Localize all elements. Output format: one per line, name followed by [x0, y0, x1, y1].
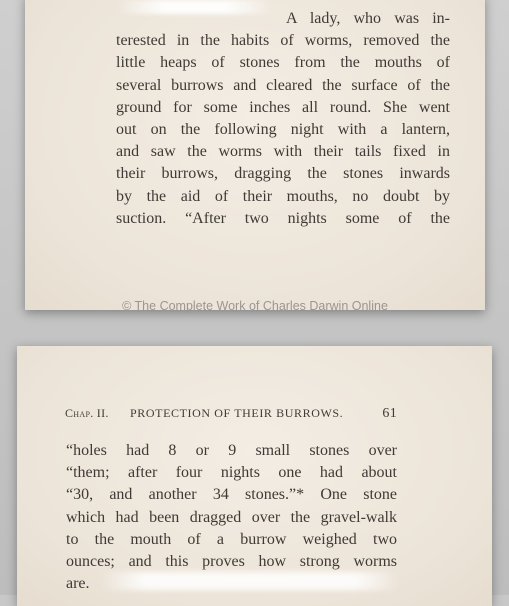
text-line: to the mouth of a burrow weighed two — [66, 530, 397, 548]
text-line: “them; after four nights one had about — [66, 464, 397, 482]
text-line: and saw the worms with their tails fixed in — [116, 143, 450, 161]
top-page — [25, 0, 485, 313]
text-line: ounces; and this proves how strong worms — [66, 552, 397, 570]
top-page-text — [116, 8, 450, 230]
text-line: their burrows, dragging the stones inwards — [116, 165, 450, 183]
text-line: “holes had 8 or 9 small stones over — [66, 442, 397, 459]
text-line: are. — [66, 575, 90, 593]
running-title: PROTECTION OF THEIR BURROWS. — [130, 406, 344, 420]
copyright-watermark: © The Complete Work of Charles Darwin Online — [122, 299, 388, 313]
text-line: terested in the habits of worms, removed the — [116, 32, 450, 50]
text-line: out on the following night with a lantern, — [116, 120, 450, 138]
text-line: ground for some inches all round. She went — [116, 98, 450, 116]
chapter-label: Chap. II. — [65, 406, 109, 420]
bottom-page — [17, 346, 492, 606]
page-number: 61 — [382, 406, 397, 421]
scan-smudge — [100, 572, 400, 590]
text-line: several burrows and cleared the surface of the — [116, 76, 450, 94]
text-line: A lady, who was in- — [286, 10, 450, 27]
text-line: suction. “After two nights some of the — [116, 209, 450, 227]
text-line: which had been dragged over the gravel-walk — [66, 508, 397, 526]
text-line: by the aid of their mouths, no doubt by — [116, 187, 450, 205]
text-line: little heaps of stones from the mouths of — [116, 54, 450, 72]
text-line: “30, and another 34 stones.”* One stone — [66, 486, 397, 504]
